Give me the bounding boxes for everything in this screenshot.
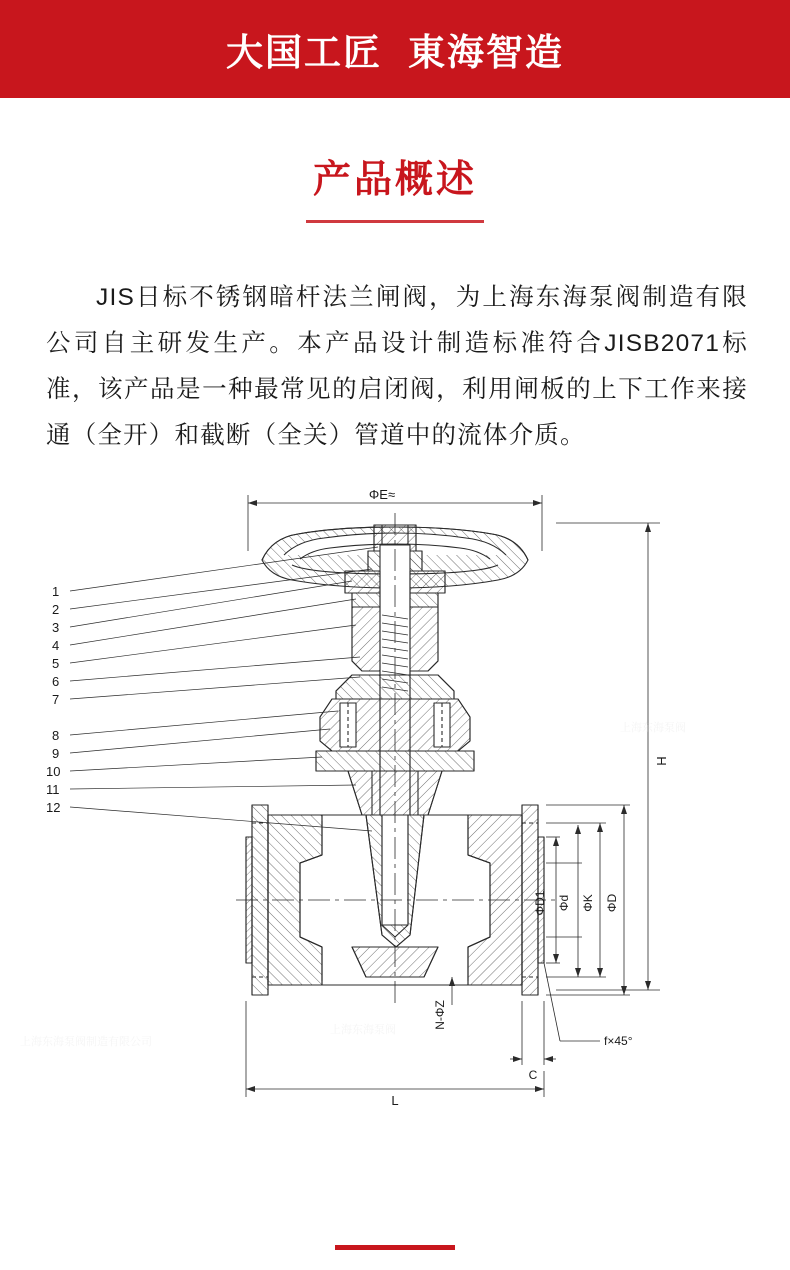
part-number-6: 6 (52, 673, 60, 689)
part-number-9: 9 (52, 745, 60, 761)
svg-text:上海东海泵阀: 上海东海泵阀 (330, 1023, 396, 1036)
part-number-7: 7 (52, 691, 60, 707)
valve-drawing-svg (0, 485, 790, 1165)
dim-label-top: ΦE≈ (368, 486, 396, 502)
title-underline (306, 220, 484, 223)
part-number-2: 2 (52, 601, 60, 617)
product-description (46, 275, 748, 459)
dim-label-k: ΦK (581, 894, 595, 912)
part-number-3: 3 (52, 619, 60, 635)
dim-label-chamfer: f×45° (604, 1033, 633, 1048)
dim-label-d-big: ΦD (605, 893, 619, 912)
dim-label-length: L (391, 1092, 399, 1108)
banner-text-right: 東海智造 (408, 32, 564, 73)
page-title: 产品概述 (312, 159, 477, 201)
dim-label-c: C (528, 1067, 538, 1082)
part-number-1: 1 (52, 583, 60, 599)
valve-drawing (0, 485, 790, 1165)
svg-text:上海东海泵阀: 上海东海泵阀 (620, 721, 686, 734)
part-number-11: 11 (46, 781, 60, 797)
dim-label-d-small: Φd (557, 894, 571, 911)
top-banner (0, 0, 790, 98)
product-description-text: JIS日标不锈钢暗杆法兰闸阀，为上海东海泵阀制造有限公司自主研发生产。本产品设计制造标准符合JISB2071标准，该产品是一种最常见的启闭阀，利用闸板的上下工作来接通（全开）和截断（全关）管道中的流体介质。 (46, 283, 748, 449)
svg-text:上海东海泵阀制造有限公司: 上海东海泵阀制造有限公司 (20, 1035, 152, 1048)
dim-label-bolt: N-ΦZ (433, 1000, 447, 1030)
part-number-10: 10 (46, 763, 61, 779)
banner-content (226, 22, 564, 76)
dim-label-d1: ΦD1 (533, 890, 547, 916)
part-number-5: 5 (52, 655, 60, 671)
bottom-divider (0, 1245, 790, 1250)
bottom-divider-bar (335, 1245, 455, 1250)
part-number-4: 4 (52, 637, 60, 653)
section-header (0, 160, 790, 223)
banner-text-left: 大国工匠 (226, 32, 382, 73)
dim-label-height: H (654, 756, 669, 766)
part-number-8: 8 (52, 727, 60, 743)
part-number-12: 12 (46, 799, 61, 815)
